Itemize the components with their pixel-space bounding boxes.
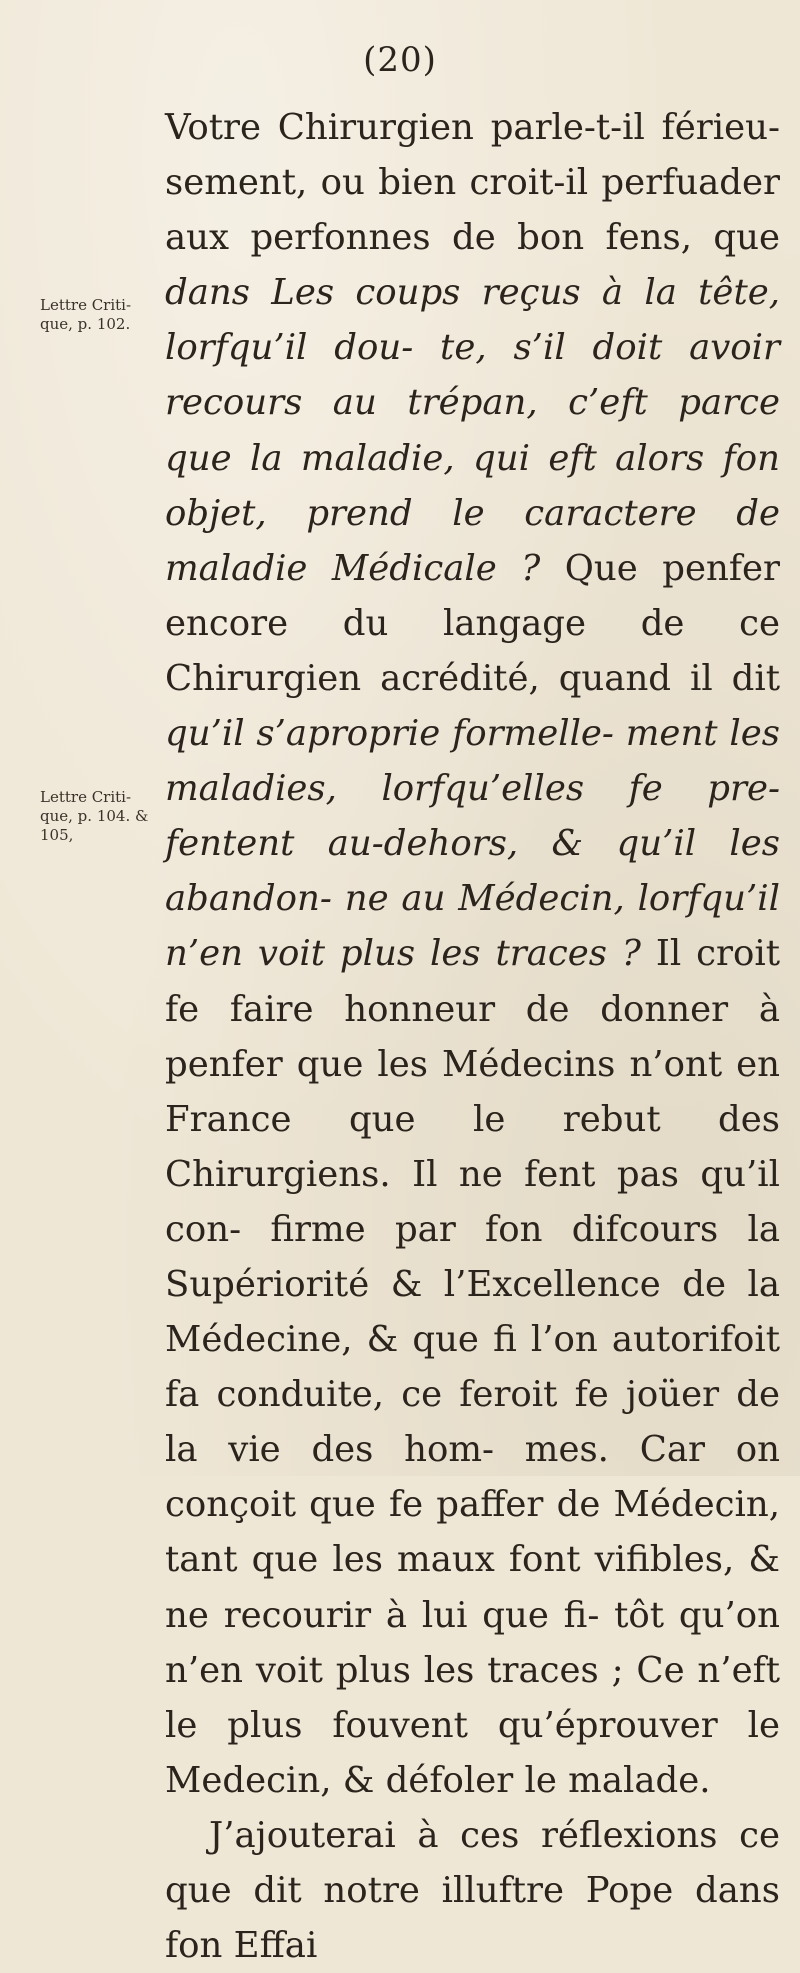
- italic-run: qu’il s’aproprie formelle- ment les maladies, lorfqu’elles fe pre- fentent au-dehors, & qu’il les abandon- ne au Médecin, lorfqu’il n’en voit plus les traces ?: [165, 713, 780, 975]
- italic-run: dans Les coups reçus à la tête, lorfqu’il dou- te, s’il doit avoir recours au trépan, c’eft parce que la maladie, qui eft alors fon objet, prend le caractere de maladie Médicale ?: [165, 272, 780, 589]
- margin-note-2: Lettre Criti-que, p. 104. & 105,: [40, 788, 149, 844]
- page-number: (20): [363, 40, 437, 80]
- text-run: Il croit fe faire honneur de donner à penfer que les Médecins n’ont en France que le rebut des Chirurgiens. Il ne fent pas qu’il con- firme par fon difcours la Supériorité & l’Excellence de la Médecine, & que fi l’on autorifoit fa conduite, ce feroit fe joüer de la vie des hom- mes. Car on conçoit que fe paffer de Médecin, tant que les maux font vifibles, & ne recourir à lui que fi- tôt qu’on n’en voit plus les traces ; Ce n’eft le plus fouvent qu’éprouver le Medecin, & défoler le malade.: [165, 933, 780, 1801]
- margin-note-1: Lettre Criti-que, p. 102.: [40, 296, 132, 333]
- paragraph-2: [165, 1808, 780, 1973]
- paragraph-1: [165, 100, 780, 1808]
- text-run: Que penfer encore du langage de ce Chirurgien acrédité, quand il dit: [165, 547, 780, 699]
- text-run: Votre Chirurgien parle-t-il férieu- sement, ou bien croit-il perfuader aux perfonnes de bon fens, que: [165, 107, 780, 259]
- body-text: [165, 100, 780, 1973]
- text-run: J’ajouterai à ces réflexions ce que dit notre illuftre Pope dans fon Effai: [165, 1814, 780, 1967]
